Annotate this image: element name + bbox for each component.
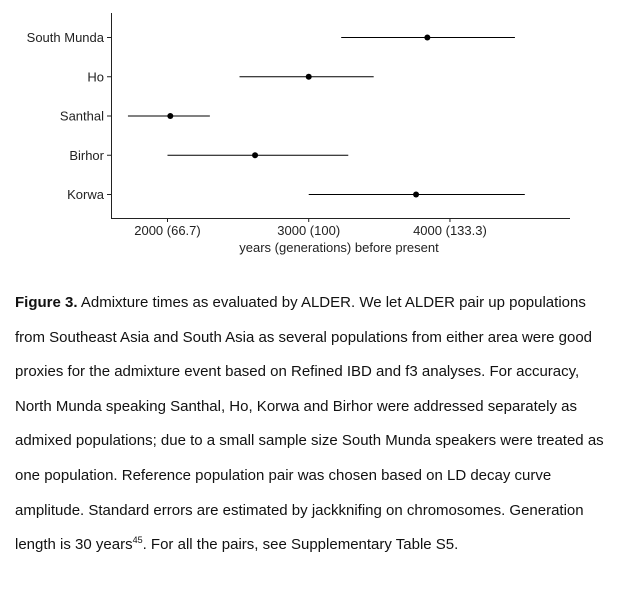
reference-superscript: 45 — [132, 535, 143, 546]
x-tick-label-2000: 2000 (66.7) — [134, 223, 201, 238]
chart-svg — [0, 0, 622, 275]
x-ticks — [134, 218, 487, 238]
x-tick-label-4000: 4000 (133.3) — [413, 223, 487, 238]
error-bars — [128, 38, 525, 195]
figure-label: Figure 3. — [15, 294, 78, 311]
caption-text: Admixture times as evaluated by ALDER. We let ALDER pair up populations from Southeast Asia and South Asia as several populations from either area were good proxies for the admixture event based on Refined IBD and f3 analyses. For accuracy, North Munda speaking Santhal, Ho, Korwa and Birhor were addressed separately as admixed populations; due to a small sample size South Munda speakers were treated as one population. Reference population pair was chosen based on LD decay curve amplitude. Standard errors are estimated by jackknifing on chromosomes. Generation length is 30 years — [15, 294, 604, 554]
y-tick-label-birhor: Birhor — [69, 147, 104, 163]
admixture-time-chart — [0, 0, 622, 275]
point-santhal — [167, 113, 173, 119]
figure-caption — [15, 286, 610, 563]
x-tick-label-3000: 3000 (100) — [277, 223, 341, 238]
y-ticks — [27, 30, 111, 202]
y-tick-label-korwa: Korwa — [67, 187, 104, 202]
caption-text-end: . For all the pairs, see Supplementary Table S5. — [142, 536, 459, 554]
point-south-munda — [424, 35, 430, 41]
point-korwa — [413, 192, 419, 198]
y-tick-label-ho: Ho — [87, 69, 104, 85]
point-birhor — [252, 152, 258, 158]
x-axis-title: years (generations) before present — [239, 240, 439, 255]
y-tick-label-santhal: Santhal — [59, 108, 104, 124]
point-ho — [306, 74, 312, 80]
y-tick-label-south-munda: South Munda — [26, 30, 104, 45]
